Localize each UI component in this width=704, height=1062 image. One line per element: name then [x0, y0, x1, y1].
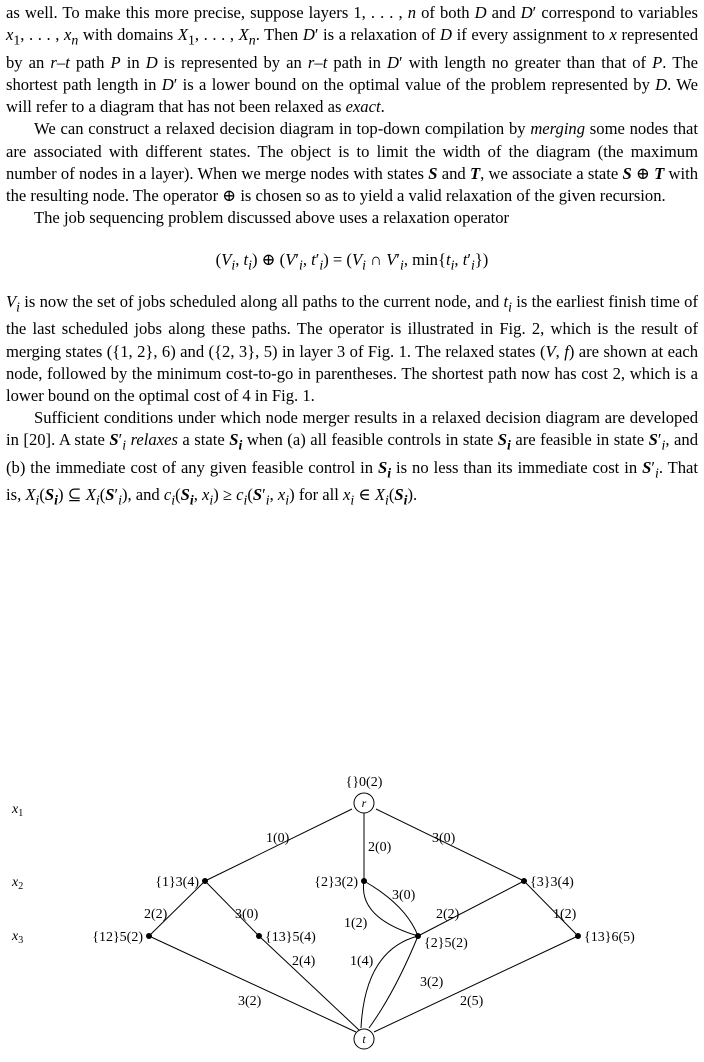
state-l2-3: {3}3(4) [530, 875, 574, 890]
node-l2-1 [202, 878, 208, 884]
edge-label-n3-13: 1(2) [553, 907, 577, 922]
paragraph-3: The job sequencing problem discussed above uses a relaxation operator [34, 208, 510, 228]
edge-label-t-2b: 3(2) [420, 975, 444, 990]
node-l3-2 [256, 933, 262, 939]
edge-n25-t-right [369, 936, 418, 1028]
edge-label-n2-top: 3(0) [392, 888, 416, 903]
root-letter: r [361, 796, 367, 810]
node-l3-4 [575, 933, 581, 939]
edge-n135-t [259, 936, 359, 1030]
node-l3-3 [415, 933, 421, 939]
state-l2-1: {1}3(4) [155, 875, 199, 890]
paragraph-5: Sufficient conditions under which node merger results in a relaxed decision diagram are developed in [20]. A state $S'_i$ relaxes a state $S_i$ when (a) all feasible controls in state $S_i$ are feasible in state $S'_i$, and (b) the immediate cost of any given feasible control in $S_i$ is no less than its immediate cost in $S'_i$. That is, $X_i(S_i)$ ⊆ $X_i(S'_i)$, and $c_i(S_i$, $x_i) \ge c_i(S'_i$, $x_i$) for all $x_i$ ∈ $X_i(S_i)$. [6, 408, 699, 508]
edge-n12-t [149, 936, 356, 1032]
equation: ($V_i$, $t_i$) ⊕ ($V'_i$, $t'_i) = (V_i$ ∩ $V'_i$, $\min\{t_i$, $t'_i$}) [215, 250, 489, 273]
layer-label-x3: $x_3$ [12, 929, 24, 946]
node-l2-2 [361, 878, 367, 884]
state-l3-3: {2}5(2) [424, 936, 468, 951]
edge-label-r-2: 2(0) [368, 840, 392, 855]
paragraph-4: $V_i$ is now the set of jobs scheduled along all paths to the current node, and $t_i$ is the earliest finish time of the last scheduled jobs along these paths. The operator is illustrated in Fig. 2, which is the result of merging states ({1, 2}, 6) and ({2, 3}, 5) in layer 3 of Fig. 1. The relaxed states (V, f) are shown at each node, followed by the minimum cost-to-go in parentheses. The shortest path now has cost 2, which is a lower bound on the optimal cost of 4 in Fig. 1. [6, 291, 699, 405]
node-l2-3 [521, 878, 527, 884]
edge-label-t-12: 3(2) [238, 994, 262, 1009]
edge-label-t-13: 2(4) [292, 954, 316, 969]
edge-n25-t-left [361, 936, 418, 1028]
state-l2-2: {2}3(2) [314, 875, 358, 890]
root-state: {}0(2) [345, 775, 383, 790]
state-l3-2: {13}5(4) [265, 930, 316, 945]
edge-n3-n25 [418, 881, 524, 936]
layer-label-x2: $x_2$ [12, 875, 24, 892]
edge-label-n3-2: 2(2) [436, 907, 460, 922]
edge-label-r-3: 3(0) [432, 831, 456, 846]
edge-label-r-1: 1(0) [266, 831, 290, 846]
edge-label-t-136: 2(5) [460, 994, 484, 1009]
layer-label-x1: $x_1$ [12, 802, 24, 819]
state-l3-1: {12}5(2) [92, 930, 143, 945]
edge-label-t-2a: 1(4) [350, 954, 374, 969]
edge-label-n1-13: 3(0) [235, 907, 259, 922]
paragraph-1: as well. To make this more precise, suppose layers 1, . . . , n of both D and D′ correspond to variables $x_1$, . . . , $x_n$ with domains $X_1$, . . . , $X_n$. Then D′ is a relaxation of D if every assignment to x represented by an r–t path P in D is represented by an r–t path in D′ with length no greater than that of P. The shortest path length in D′ is a lower bound on the optimal value of the problem represented by D. We will refer to a diagram that has not been relaxed as exact. [6, 3, 699, 117]
edge-n136-t [374, 936, 578, 1032]
terminal-letter: t [362, 1032, 366, 1046]
edge-label-n1-12: 2(2) [144, 907, 168, 922]
edge-label-n2-bot: 1(2) [344, 916, 368, 931]
state-l3-4: {13}6(5) [584, 930, 635, 945]
paragraph-2: We can construct a relaxed decision diagram in top-down compilation by merging some nodes that are associated with different states. The object is to limit the width of the diagram (the maximum number of nodes in a layer). When we merge nodes with states S and T, we associate a state S ⊕ T with the resulting node. The operator ⊕ is chosen so as to yield a valid relaxation of the given recursion. [6, 119, 699, 205]
paper-text [6, 2, 698, 512]
node-l3-1 [146, 933, 152, 939]
decision-diagram-figure [0, 760, 704, 1058]
